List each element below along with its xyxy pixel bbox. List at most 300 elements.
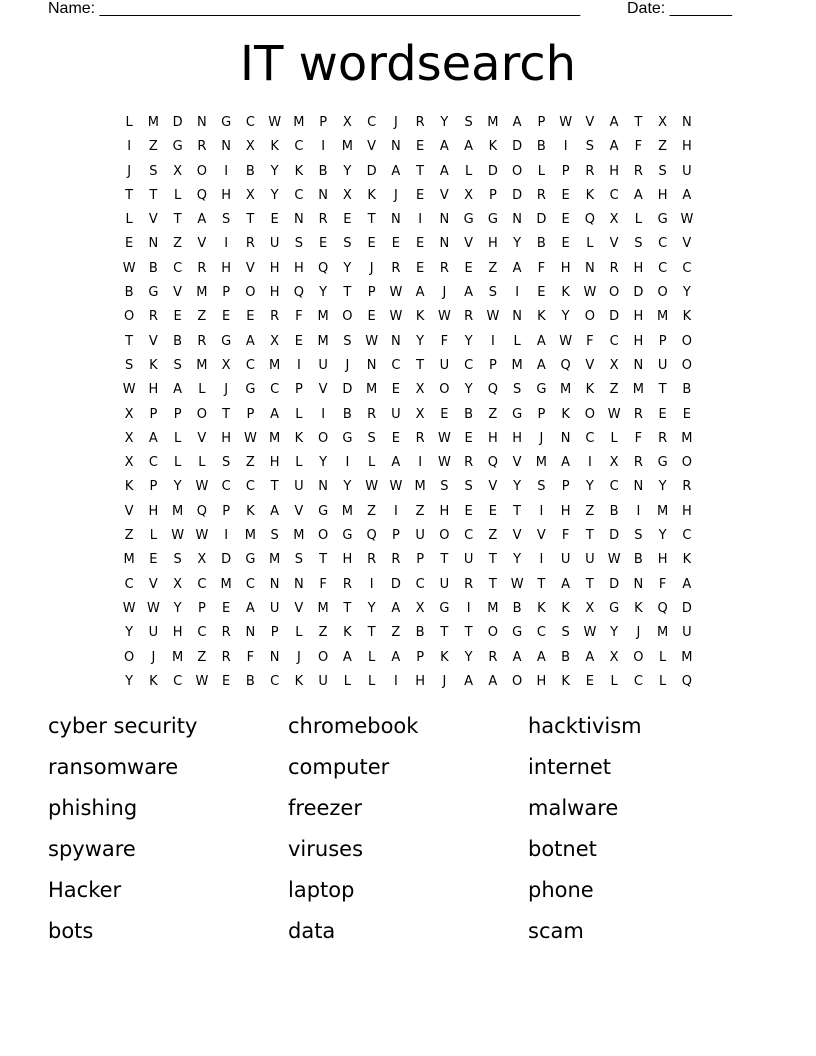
grid-letter: D: [342, 382, 353, 398]
grid-letter: M: [196, 285, 208, 301]
grid-letter: U: [682, 163, 692, 179]
grid-letter: Q: [293, 285, 304, 301]
grid-letter: E: [173, 309, 182, 325]
grid-letter: W: [389, 285, 403, 301]
grid-letter: S: [512, 382, 522, 398]
word-item: freezer: [288, 796, 362, 820]
grid-letter: K: [343, 625, 352, 641]
grid-letter: O: [512, 673, 523, 689]
grid-letter: S: [343, 236, 352, 252]
grid-letter: L: [368, 455, 376, 471]
grid-letter: P: [488, 187, 497, 203]
grid-letter: C: [536, 625, 546, 641]
grid-letter: S: [149, 163, 158, 179]
grid-letter: T: [658, 382, 667, 398]
grid-letter: V: [148, 212, 158, 228]
grid-letter: I: [466, 600, 471, 616]
grid-letter: E: [222, 309, 231, 325]
grid-letter: M: [269, 552, 281, 568]
grid-letter: T: [270, 479, 279, 495]
grid-letter: C: [609, 333, 619, 349]
grid-letter: H: [269, 285, 280, 301]
grid-letter: R: [367, 552, 377, 568]
grid-letter: Q: [487, 382, 498, 398]
grid-letter: W: [365, 479, 379, 495]
grid-letter: M: [123, 552, 135, 568]
grid-letter: L: [295, 455, 303, 471]
word-item: laptop: [288, 878, 355, 902]
grid-letter: L: [174, 187, 182, 203]
grid-letter: F: [634, 139, 643, 155]
grid-letter: J: [539, 430, 544, 446]
grid-letter: H: [221, 430, 232, 446]
grid-letter: L: [634, 212, 642, 228]
grid-letter: K: [537, 309, 546, 325]
grid-letter: N: [148, 236, 159, 252]
grid-letter: Y: [658, 528, 667, 544]
grid-letter: L: [465, 163, 473, 179]
grid-letter: G: [172, 139, 183, 155]
grid-letter: J: [127, 163, 132, 179]
grid-letter: W: [559, 115, 573, 130]
grid-letter: B: [633, 552, 643, 568]
grid-letter: Z: [488, 528, 498, 544]
grid-letter: A: [391, 649, 401, 665]
grid-letter: R: [658, 430, 668, 446]
grid-letter: G: [318, 503, 329, 519]
grid-letter: S: [561, 625, 570, 641]
grid-row: [117, 403, 699, 427]
grid-letter: R: [633, 163, 643, 179]
grid-letter: M: [657, 503, 669, 519]
grid-letter: B: [318, 163, 328, 179]
grid-letter: G: [221, 333, 232, 349]
grid-letter: E: [222, 673, 231, 689]
grid-letter: D: [609, 309, 620, 325]
grid-letter: H: [269, 455, 280, 471]
grid-letter: R: [415, 430, 425, 446]
grid-letter: K: [682, 552, 692, 568]
grid-letter: S: [634, 528, 643, 544]
grid-letter: E: [391, 382, 400, 398]
grid-letter: U: [657, 357, 668, 373]
grid-letter: K: [488, 139, 498, 155]
grid-letter: H: [439, 503, 450, 519]
grid-letter: C: [294, 187, 304, 203]
grid-letter: X: [658, 115, 668, 130]
grid-letter: V: [439, 187, 449, 203]
grid-letter: L: [368, 673, 376, 689]
grid-letter: Z: [148, 139, 158, 155]
grid-letter: O: [487, 625, 498, 641]
grid-letter: X: [342, 187, 352, 203]
grid-letter: S: [464, 479, 473, 495]
grid-letter: A: [415, 285, 425, 301]
grid-row: [117, 208, 699, 232]
grid-letter: U: [415, 528, 425, 544]
grid-letter: W: [437, 455, 451, 471]
word-item: computer: [288, 755, 390, 779]
grid-letter: K: [537, 600, 546, 616]
grid-letter: M: [147, 115, 159, 130]
grid-letter: K: [634, 600, 643, 616]
word-item: viruses: [288, 837, 364, 861]
grid-letter: N: [366, 357, 377, 373]
grid-row: [117, 257, 699, 281]
grid-letter: B: [245, 673, 255, 689]
grid-letter: C: [609, 187, 619, 203]
grid-letter: E: [416, 139, 425, 155]
grid-letter: S: [658, 163, 667, 179]
grid-letter: N: [245, 625, 256, 641]
grid-letter: W: [389, 309, 403, 325]
grid-letter: S: [634, 236, 643, 252]
grid-letter: N: [294, 212, 304, 228]
grid-letter: K: [682, 309, 692, 325]
grid-letter: N: [221, 139, 231, 155]
word-item: data: [288, 919, 336, 943]
grid-letter: I: [418, 455, 423, 471]
grid-letter: O: [633, 649, 644, 665]
grid-letter: G: [609, 600, 620, 616]
grid-letter: B: [561, 649, 571, 665]
grid-letter: P: [537, 115, 546, 130]
grid-letter: T: [537, 576, 546, 592]
grid-letter: L: [610, 430, 618, 446]
grid-row: [117, 646, 699, 670]
grid-letter: V: [197, 430, 207, 446]
grid-letter: B: [464, 406, 474, 422]
grid-letter: A: [512, 649, 522, 665]
grid-letter: K: [367, 187, 376, 203]
name-field[interactable]: Name: ______________________________________________________: [48, 0, 581, 17]
grid-letter: Y: [367, 600, 376, 616]
grid-letter: K: [415, 309, 425, 325]
grid-letter: T: [367, 212, 376, 228]
grid-letter: G: [148, 285, 159, 301]
grid-letter: D: [609, 528, 620, 544]
grid-letter: V: [464, 236, 474, 252]
grid-letter: F: [634, 430, 643, 446]
grid-letter: D: [390, 576, 401, 592]
grid-letter: S: [343, 333, 352, 349]
grid-letter: J: [636, 625, 641, 641]
grid-letter: Y: [464, 382, 473, 398]
grid-letter: L: [343, 673, 351, 689]
grid-letter: R: [585, 163, 595, 179]
grid-letter: O: [584, 406, 595, 422]
grid-letter: L: [198, 455, 206, 471]
grid-letter: K: [294, 430, 304, 446]
grid-letter: O: [681, 357, 692, 373]
grid-letter: C: [270, 673, 280, 689]
date-field[interactable]: Date: _______: [627, 0, 732, 17]
grid-letter: G: [463, 212, 474, 228]
grid-letter: S: [270, 528, 279, 544]
grid-letter: I: [515, 285, 520, 301]
grid-letter: R: [318, 212, 328, 228]
grid-letter: H: [148, 503, 159, 519]
grid-letter: H: [512, 430, 523, 446]
grid-letter: M: [657, 309, 669, 325]
grid-letter: G: [512, 406, 523, 422]
grid-letter: X: [609, 649, 619, 665]
grid-letter: R: [464, 309, 474, 325]
grid-letter: X: [415, 600, 425, 616]
grid-letter: S: [221, 212, 231, 228]
grid-letter: M: [632, 382, 644, 398]
word-column: [288, 706, 518, 952]
grid-letter: P: [416, 649, 425, 665]
grid-letter: G: [487, 212, 498, 228]
grid-letter: E: [561, 187, 570, 203]
grid-letter: C: [585, 430, 595, 446]
grid-letter: M: [560, 382, 572, 398]
grid-letter: A: [682, 187, 692, 203]
grid-letter: C: [148, 455, 158, 471]
grid-letter: X: [245, 139, 255, 155]
grid-letter: M: [220, 576, 232, 592]
grid-letter: I: [321, 406, 326, 422]
grid-letter: Z: [197, 309, 207, 325]
grid-letter: Z: [585, 503, 595, 519]
grid-letter: T: [319, 552, 328, 568]
grid-letter: T: [367, 625, 376, 641]
grid-letter: P: [488, 357, 497, 373]
grid-letter: L: [659, 673, 667, 689]
grid-letter: O: [196, 406, 207, 422]
grid-letter: E: [682, 406, 691, 422]
grid-letter: H: [633, 309, 644, 325]
grid-letter: R: [221, 625, 231, 641]
grid-letter: O: [439, 528, 450, 544]
grid-letter: G: [439, 600, 450, 616]
grid-letter: E: [585, 673, 594, 689]
grid-letter: Q: [366, 528, 377, 544]
grid-letter: E: [561, 212, 570, 228]
grid-letter: P: [561, 163, 570, 179]
grid-letter: M: [317, 309, 329, 325]
grid-letter: S: [367, 430, 376, 446]
grid-letter: T: [149, 187, 158, 203]
grid-letter: S: [124, 357, 134, 373]
grid-letter: S: [221, 455, 231, 471]
grid-letter: E: [125, 236, 134, 252]
grid-row: [117, 500, 699, 524]
grid-letter: B: [245, 163, 255, 179]
grid-letter: X: [221, 357, 231, 373]
grid-letter: R: [148, 309, 158, 325]
grid-letter: W: [389, 479, 403, 495]
grid-letter: K: [440, 649, 449, 665]
grid-letter: F: [440, 333, 449, 349]
word-item: malware: [528, 796, 619, 820]
grid-row: [117, 524, 699, 548]
grid-letter: O: [342, 309, 353, 325]
grid-letter: V: [609, 236, 619, 252]
grid-letter: M: [414, 479, 426, 495]
grid-letter: A: [173, 382, 183, 398]
grid-letter: Y: [416, 333, 425, 349]
grid-letter: C: [197, 625, 207, 641]
grid-letter: B: [536, 139, 546, 155]
grid-letter: C: [658, 236, 668, 252]
grid-letter: R: [342, 576, 352, 592]
grid-letter: X: [585, 600, 595, 616]
grid-letter: S: [488, 285, 497, 301]
grid-row: [117, 232, 699, 256]
grid-letter: V: [294, 503, 304, 519]
grid-letter: A: [464, 139, 474, 155]
grid-letter: S: [294, 236, 303, 252]
grid-letter: N: [269, 649, 280, 665]
word-item: internet: [528, 755, 612, 779]
grid-letter: V: [488, 479, 498, 495]
grid-letter: L: [198, 382, 206, 398]
grid-letter: J: [442, 673, 447, 689]
word-item: chromebook: [288, 714, 419, 738]
grid-letter: W: [268, 115, 282, 130]
grid-letter: Z: [318, 625, 328, 641]
grid-letter: Y: [173, 479, 182, 495]
grid-letter: R: [221, 649, 231, 665]
grid-letter: E: [464, 503, 473, 519]
grid-letter: E: [222, 600, 231, 616]
grid-letter: H: [415, 673, 426, 689]
grid-letter: R: [464, 455, 474, 471]
grid-letter: H: [560, 503, 571, 519]
grid-letter: T: [488, 552, 497, 568]
grid-letter: Y: [464, 333, 473, 349]
grid-letter: W: [122, 600, 136, 616]
grid-letter: E: [488, 503, 497, 519]
grid-letter: G: [342, 430, 353, 446]
grid-letter: B: [342, 406, 352, 422]
grid-letter: C: [367, 115, 377, 130]
grid-letter: K: [294, 163, 304, 179]
grid-letter: E: [367, 236, 376, 252]
grid-letter: A: [609, 139, 619, 155]
grid-letter: W: [195, 673, 209, 689]
grid-row: [117, 305, 699, 329]
grid-letter: I: [490, 333, 495, 349]
grid-letter: Z: [609, 382, 619, 398]
grid-letter: D: [366, 163, 377, 179]
grid-letter: B: [536, 236, 546, 252]
grid-letter: K: [294, 673, 304, 689]
grid-letter: P: [367, 285, 376, 301]
grid-letter: M: [317, 600, 329, 616]
grid-letter: X: [342, 115, 352, 130]
grid-letter: Y: [319, 455, 328, 471]
grid-letter: Y: [173, 600, 182, 616]
grid-letter: A: [148, 430, 158, 446]
grid-letter: S: [173, 357, 182, 373]
grid-letter: B: [148, 260, 158, 276]
grid-letter: W: [122, 260, 136, 276]
grid-letter: E: [416, 260, 425, 276]
grid-letter: E: [537, 285, 546, 301]
grid-letter: H: [487, 236, 498, 252]
grid-letter: G: [512, 625, 523, 641]
grid-letter: W: [607, 406, 621, 422]
grid-letter: W: [607, 552, 621, 568]
grid-letter: A: [585, 649, 595, 665]
grid-letter: I: [321, 139, 326, 155]
grid-letter: Q: [584, 212, 595, 228]
grid-letter: L: [174, 455, 182, 471]
grid-letter: H: [172, 625, 183, 641]
grid-letter: W: [243, 430, 257, 446]
grid-letter: A: [342, 649, 352, 665]
letter-grid: [117, 111, 699, 694]
grid-letter: C: [245, 479, 255, 495]
grid-letter: O: [318, 528, 329, 544]
grid-letter: R: [633, 455, 643, 471]
grid-letter: A: [391, 455, 401, 471]
grid-letter: M: [244, 528, 256, 544]
grid-letter: A: [561, 576, 571, 592]
grid-letter: M: [535, 455, 547, 471]
grid-letter: Y: [343, 163, 352, 179]
word-item: bots: [48, 919, 94, 943]
grid-letter: C: [633, 673, 643, 689]
grid-letter: X: [197, 552, 207, 568]
grid-letter: C: [464, 357, 474, 373]
grid-letter: V: [148, 333, 158, 349]
grid-letter: L: [149, 528, 157, 544]
grid-letter: A: [464, 673, 474, 689]
header: [48, 0, 748, 20]
grid-letter: U: [318, 357, 328, 373]
grid-letter: W: [122, 382, 136, 398]
grid-letter: C: [464, 528, 474, 544]
grid-letter: F: [319, 576, 327, 592]
grid-letter: V: [294, 600, 304, 616]
grid-letter: C: [415, 576, 425, 592]
grid-letter: N: [197, 115, 207, 130]
grid-letter: O: [245, 285, 256, 301]
grid-letter: A: [536, 357, 546, 373]
grid-letter: X: [464, 187, 474, 203]
grid-row: [117, 427, 699, 451]
grid-letter: D: [221, 552, 232, 568]
grid-letter: N: [294, 576, 304, 592]
grid-row: [117, 184, 699, 208]
grid-letter: Q: [681, 673, 692, 689]
grid-letter: W: [195, 528, 209, 544]
word-item: spyware: [48, 837, 136, 861]
grid-letter: M: [172, 503, 184, 519]
grid-letter: C: [682, 528, 692, 544]
grid-letter: Q: [318, 260, 329, 276]
grid-letter: W: [437, 309, 451, 325]
grid-letter: P: [173, 406, 182, 422]
grid-letter: I: [127, 139, 132, 155]
grid-letter: R: [609, 260, 619, 276]
word-item: scam: [528, 919, 584, 943]
grid-letter: X: [124, 455, 134, 471]
grid-letter: R: [464, 576, 474, 592]
grid-letter: Z: [197, 649, 207, 665]
grid-letter: Q: [196, 187, 207, 203]
grid-letter: O: [512, 163, 523, 179]
grid-letter: U: [463, 552, 474, 568]
grid-letter: H: [536, 673, 547, 689]
grid-letter: W: [437, 430, 451, 446]
grid-letter: A: [561, 455, 571, 471]
word-column: [528, 706, 758, 952]
